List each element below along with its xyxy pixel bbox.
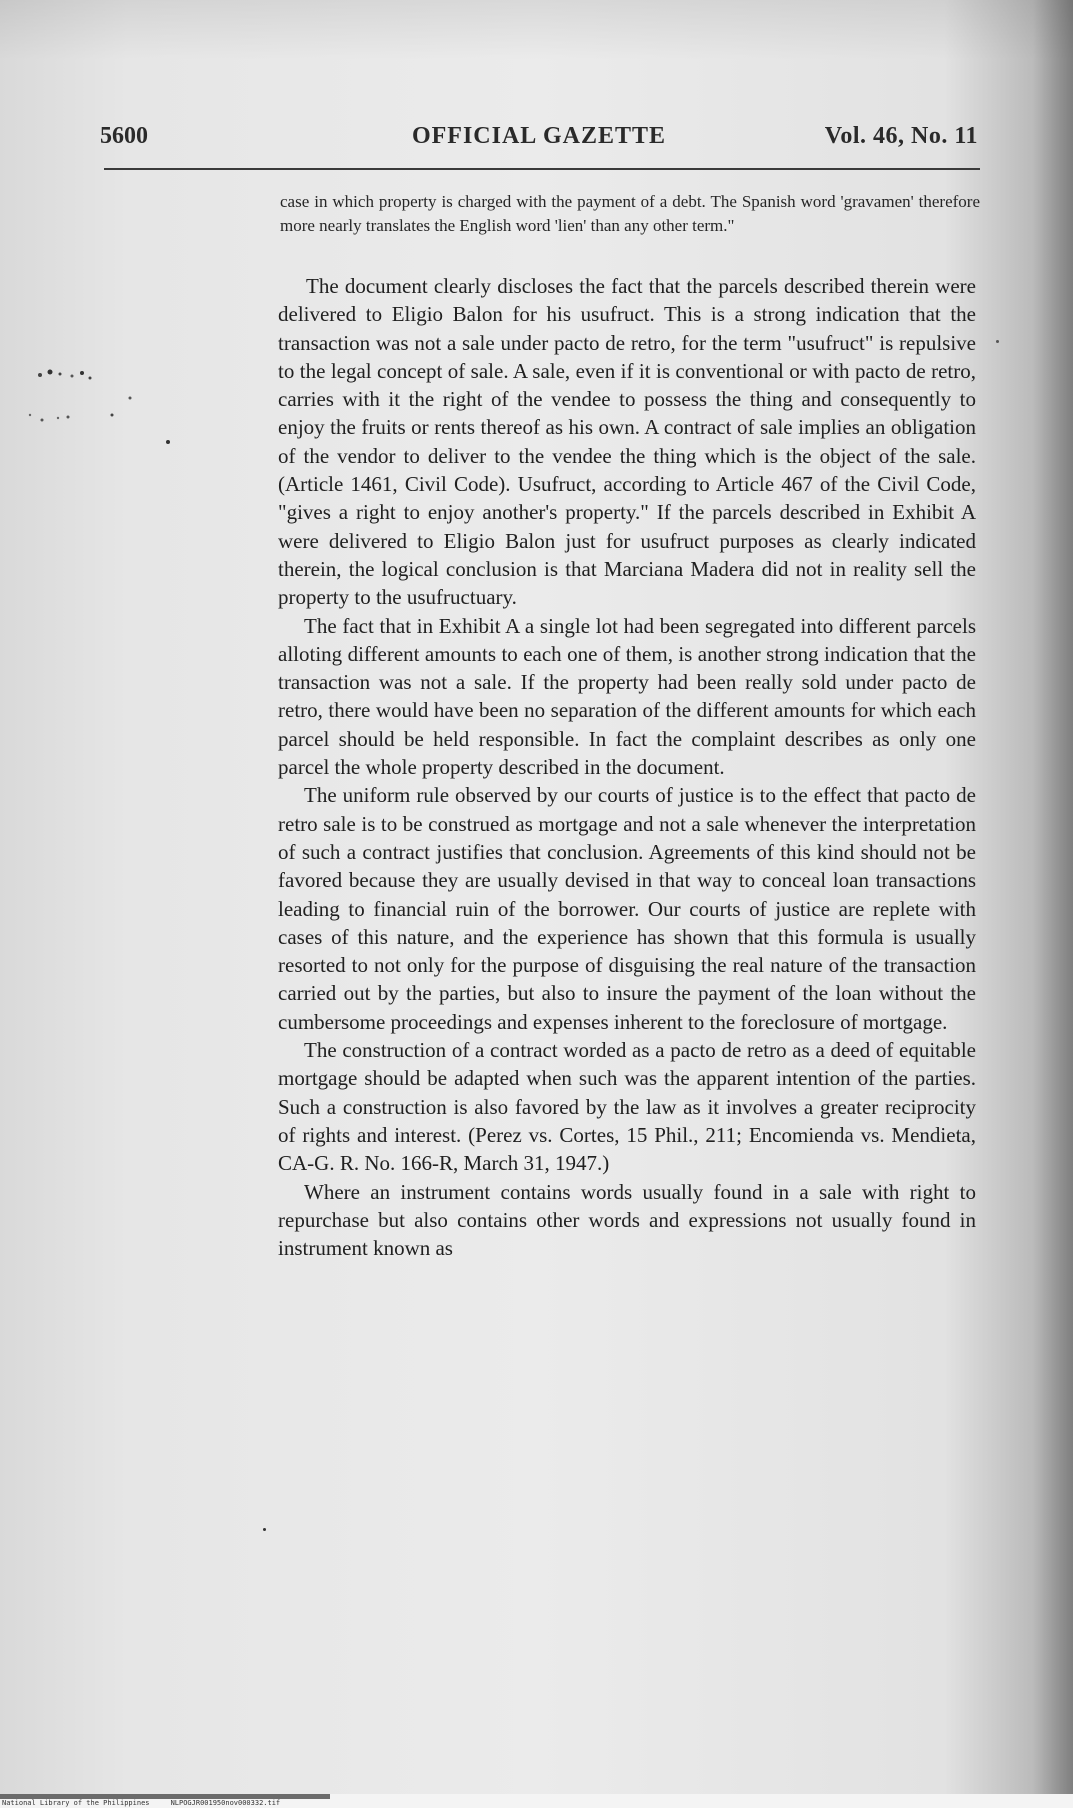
paragraph-uniform-rule: The uniform rule observed by our courts of justice is to the effect that pacto de retro sale is to be construed as mortgage and not a sale whenever the interpretation of such a contract justifies that conclusion. Agreements of this kind should not be favored because they are usually devised in that way to conceal loan transactions leading to financial ruin of the borrower. Our courts of justice are replete with cases of this nature, and the experience has shown that this formula is usually resorted to not only for the purpose of disguising the real nature of the transaction carried out by the parties, but also to insure the payment of the loan without the cumbersome proceedings and expenses inherent to the foreclosure of mortgage. [278,783,976,1034]
paragraph-construction: The construction of a contract worded as a pacto de retro as a deed of equitable mortgage should be adapted when such was the apparent intention of the parties. Such a construction is also favored by the law as it involves a greater reciprocity of rights and interest. (Perez vs. Cortes, 15 Phil., 211; Encomienda vs. Mendieta, CA-G. R. No. 166-R, March 31, 1947.) [278,1038,976,1176]
page-number: 5600 [100,123,148,149]
scan-footer [0,1794,1073,1808]
scan-source-label: National Library of the Philippines NLPOGJR001950nov000332.tif [2,1799,281,1807]
paragraph-parcels: The fact that in Exhibit A a single lot had been segregated into different parcels alloting different amounts to each one of them, is another strong indication that the transaction was not a sale. If the property had been really sold under pacto de retro, there would have been no separation of the different amounts for which each parcel should be held responsible. In fact the complaint describes as only one parcel the whole property described in the document. [278,613,976,780]
scan-shadow-top [0,0,1073,60]
paragraph-usufruct: The document clearly discloses the fact that the parcels described therein were delivered to Eligio Balon for his usufruct. This is a strong indication that the transaction was not a sale under pacto de retro, for the term "usufruct" is repulsive to the legal concept of sale. A sale, even if it is conventional or with pacto de retro, carries with it the right of the vendee to possess the thing and consequently to enjoy the fruits or rents thereof as his own. A contract of sale implies an obligation of the vendor to deliver to the vendee the thing which is the object of the sale. (Article 1461, Civil Code). Usufruct, according to Article 467 of the Civil Code, "gives a right to enjoy another's property." If the parcels described in Exhibit A were delivered to Eligio Balon just for usufruct purposes as clearly indicated therein, the logical conclusion is that Marciana Madera did not in reality sell the property to the usufructuary. [278,274,976,610]
publication-title: OFFICIAL GAZETTE [411,123,667,149]
quoted-passage: case in which property is charged with the payment of a debt. The Spanish word 'gravamen' therefore more nearly translates the English word 'lien' than any other term." [280,192,980,235]
body-text [278,272,976,1262]
scan-speck-right [996,340,999,343]
paragraph-instrument: Where an instrument contains words usually found in a sale with right to repurchase but also contains other words and expressions not usually found in instrument known as [278,1179,976,1261]
header-rule [104,168,980,170]
page-header [100,123,978,157]
scan-shadow-right [1033,0,1073,1808]
volume-issue: Vol. 46, No. 11 [824,123,978,149]
scan-speck-margin [263,1528,266,1531]
scan-specks [20,360,180,480]
